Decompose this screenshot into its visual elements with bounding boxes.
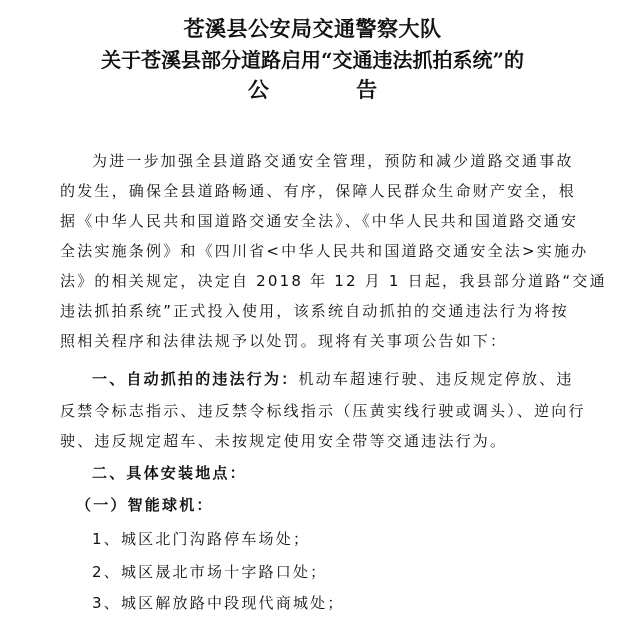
paragraph-line: 法》的相关规定，决定自 2018 年 12 月 1 日起，我县部分道路“交通 [60, 272, 607, 290]
section-2-heading: 二、具体安装地点： [92, 464, 247, 482]
section-1-heading: 一、自动抓拍的违法行为： [92, 370, 299, 388]
paragraph-line: 违法抓拍系统”正式投入使用，该系统自动抓拍的交通违法行为将按 [60, 302, 569, 320]
paragraph-line: 的发生，确保全县道路畅通、有序，保障人民群众生命财产安全，根 [60, 182, 577, 200]
location-item: 3、城区解放路中段现代商城处； [92, 594, 345, 612]
paragraph-line: 据《中华人民共和国道路交通安全法》、《中华人民共和国道路交通安 [60, 212, 579, 230]
section-1-first-line [92, 370, 600, 388]
section-1-text: 机动车超速行驶、违反规定停放、违 [298, 370, 574, 388]
section-2-subheading: （一）智能球机： [76, 496, 214, 514]
section-1-line: 反禁令标志指示、违反禁令标线指示（压黄实线行驶或调头）、逆向行 [60, 402, 586, 420]
location-item: 1、城区北门沟路停车场处； [92, 530, 311, 548]
paragraph-line: 全法实施条例》和《四川省<中华人民共和国道路交通安全法>实施办 [60, 242, 589, 260]
title-line-3: 公 告 [247, 77, 418, 102]
location-item: 2、城区晟北市场十字路口处； [92, 563, 328, 581]
title-line-2: 关于苍溪县部分道路启用“交通违法抓拍系统”的 [100, 48, 524, 72]
section-1-line: 驶、违反规定超车、未按规定使用安全带等交通违法行为。 [60, 432, 508, 450]
paragraph-line: 照相关程序和法律法规予以处罚。现将有关事项公告如下： [60, 332, 508, 350]
title-line-1: 苍溪县公安局交通警察大队 [183, 16, 442, 41]
paragraph-line: 为进一步加强全县道路交通安全管理，预防和减少道路交通事故 [92, 152, 574, 170]
